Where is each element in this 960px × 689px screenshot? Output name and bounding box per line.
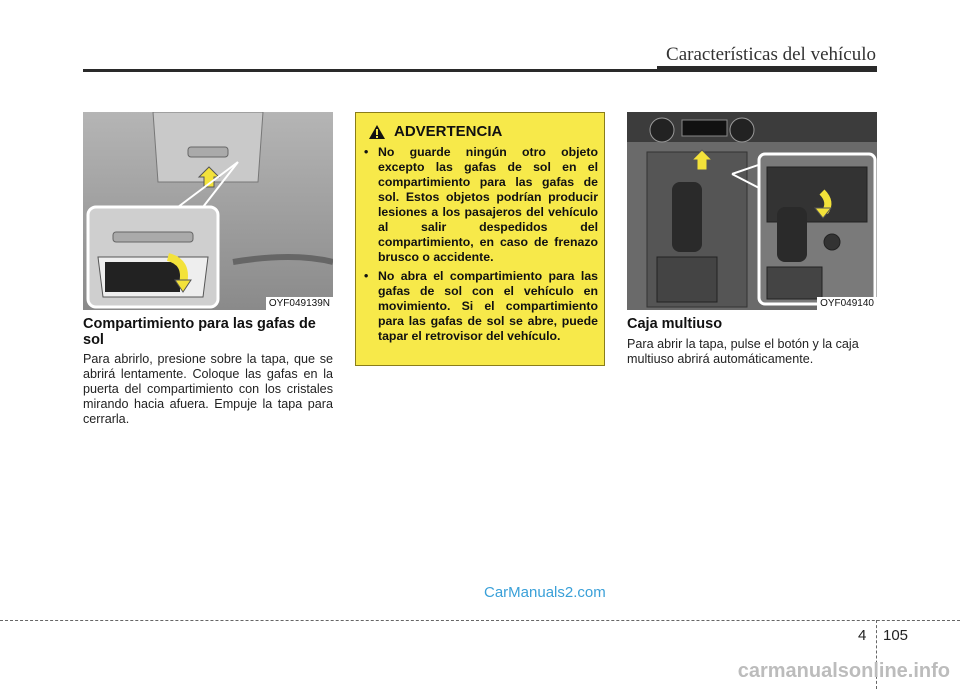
warning-item xyxy=(364,145,598,265)
site-watermark-link[interactable]: CarManuals2.com xyxy=(484,584,606,601)
section-title-multipurpose-box: Caja multiuso xyxy=(627,316,723,332)
figure-code-right: OYF049140 xyxy=(817,297,877,310)
warning-list xyxy=(364,145,598,348)
page-number: 105 xyxy=(883,627,909,644)
body-text-multipurpose-box: Para abrir la tapa, pulse el botón y la caja multiuso abrirá automáticamente. xyxy=(627,337,859,366)
header-rule-accent xyxy=(657,66,877,72)
warning-bullet: • xyxy=(364,269,369,283)
warning-item-text: No abra el compartimiento para las gafas de sol con el vehículo en movimiento. Si el compartimiento para las gafas de sol se abre, puede tapar el retrovisor del vehículo. xyxy=(378,269,598,343)
sunglass-holder-illustration xyxy=(83,112,333,310)
warning-item-text: No guarde ningún otro objeto excepto las gafas de sol en el compartimiento para las gafas de sol. Estos objetos podrían producir lesiones a los pasajeros del vehículo al salir despedidos del compartimiento, en caso de frenazo brusco o accidente. xyxy=(378,145,598,264)
figure-code-left: OYF049139N xyxy=(266,297,333,310)
sunglass-holder-drawing xyxy=(83,112,333,310)
multipurpose-box-illustration xyxy=(627,112,877,310)
body-text-sunglass-holder: Para abrirlo, presione sobre la tapa, que se abrirá lentamente. Coloque las gafas en la puerta del compartimiento con los cristales mirando hacia afuera. Empuje la tapa para cerrarla. xyxy=(83,352,333,426)
warning-triangle-icon xyxy=(368,124,386,140)
section-title-sunglass-holder: Compartimiento para las gafas de sol xyxy=(83,316,316,348)
chapter-header-title: Características del vehículo xyxy=(666,44,876,65)
warning-bullet: • xyxy=(364,145,369,159)
warning-header xyxy=(368,123,502,140)
chapter-number: 4 xyxy=(858,627,867,644)
bottom-watermark: carmanualsonline.info xyxy=(737,660,950,682)
multipurpose-box-drawing xyxy=(627,112,877,310)
warning-item xyxy=(364,269,598,344)
warning-box xyxy=(355,112,605,366)
warning-title: ADVERTENCIA xyxy=(394,123,503,140)
footer-rule xyxy=(0,620,960,621)
